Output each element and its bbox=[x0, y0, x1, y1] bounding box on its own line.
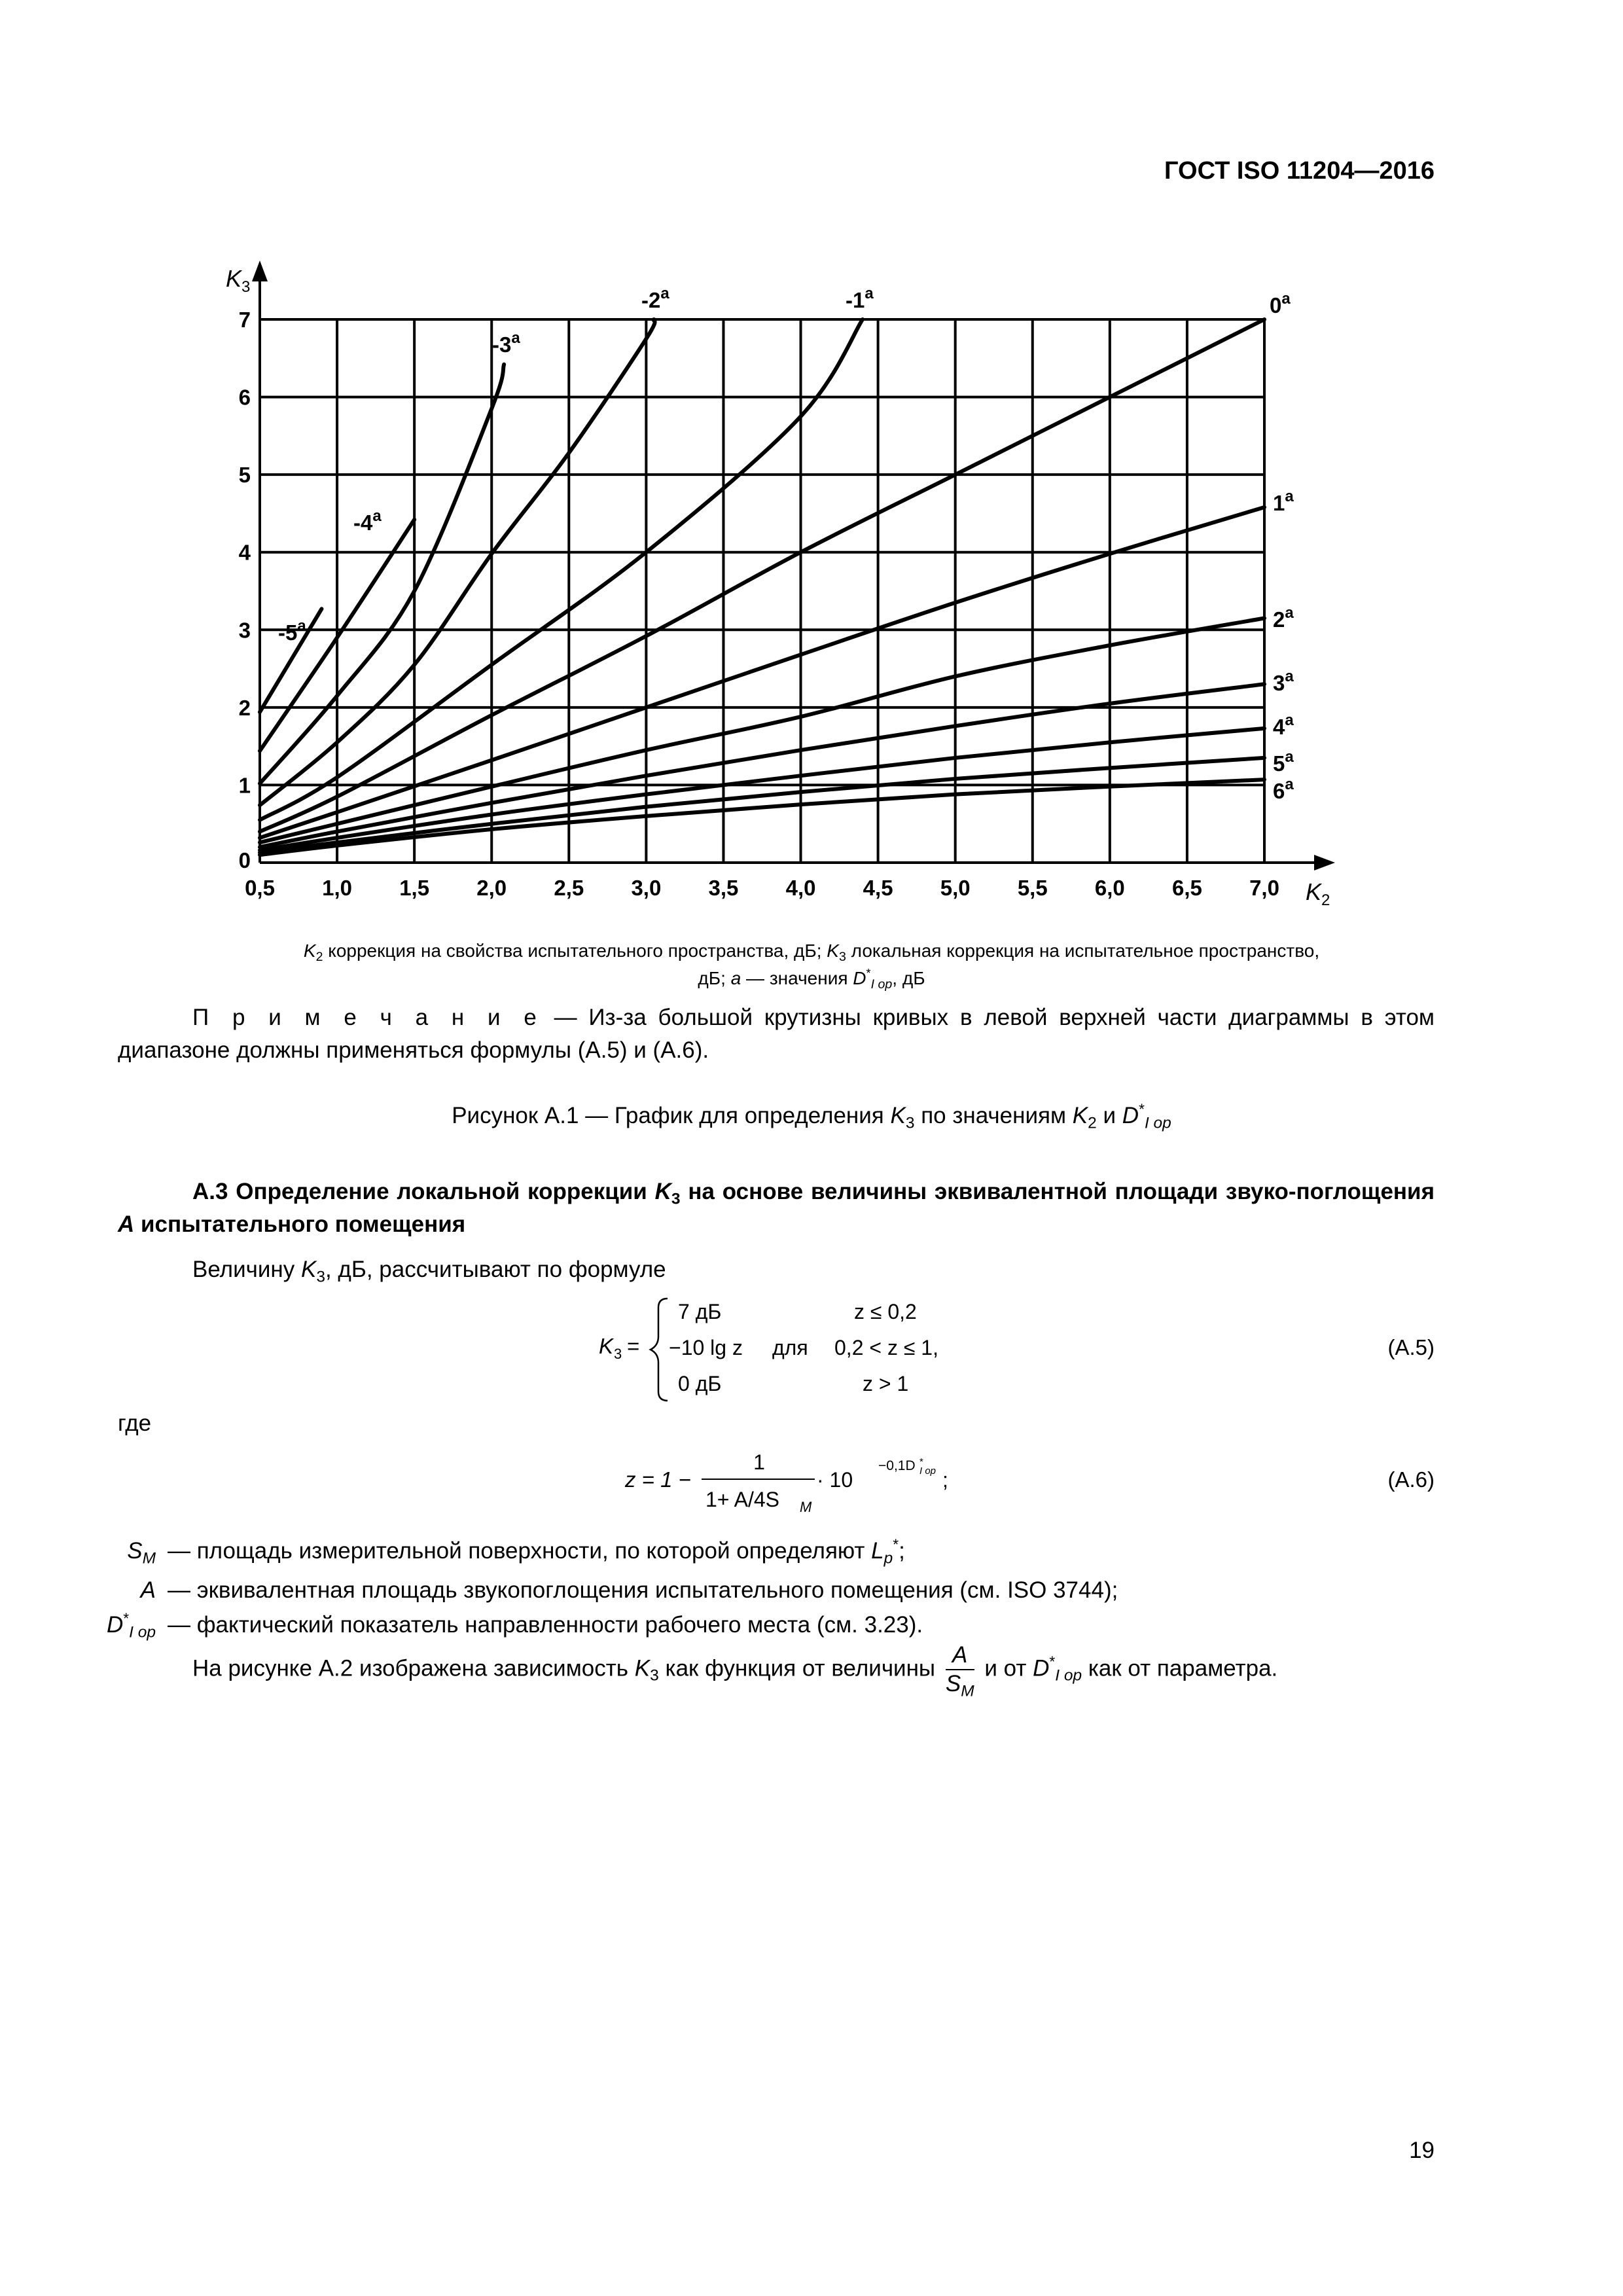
svg-text:1+ A/4S: 1+ A/4S bbox=[705, 1488, 779, 1511]
x-tick-label: 2,0 bbox=[476, 876, 507, 900]
x-tick-label: 4,0 bbox=[785, 876, 816, 900]
eq-a5-row2-value: −10 lg z bbox=[669, 1336, 743, 1359]
x-axis-arrow bbox=[1314, 855, 1335, 870]
chart-curves bbox=[260, 319, 1264, 855]
svg-text:=: = bbox=[627, 1334, 640, 1358]
y-tick-label: 4 bbox=[238, 540, 251, 565]
y-tick-label: 3 bbox=[238, 618, 251, 643]
eq-a5-for: для bbox=[772, 1336, 808, 1359]
svg-text:K: K bbox=[599, 1334, 614, 1358]
eq-a5-row3-value: 0 дБ bbox=[678, 1372, 722, 1395]
curve-label: 5$^a$ bbox=[1273, 748, 1294, 776]
y-axis-arrow bbox=[252, 260, 268, 281]
svg-text:;: ; bbox=[942, 1468, 948, 1492]
legend-k3: локальная коррекция на испытательное пространство, bbox=[851, 941, 1320, 961]
x-tick-label: 6,0 bbox=[1094, 876, 1125, 900]
curve-label: 2$^a$ bbox=[1273, 604, 1294, 632]
eq-a6-tag: (А.6) bbox=[1387, 1467, 1435, 1492]
curve-label: -1$^a$ bbox=[846, 285, 874, 312]
formula-intro: Величину $K_3$, дБ, рассчитывают по формуле bbox=[192, 1257, 666, 1286]
curve-label: -3$^a$ bbox=[492, 329, 520, 357]
section-heading: А.3 Определение локальной коррекции $K_3$ на основе величины эквивалентной площади звуко-поглощения А испытательного помещения bbox=[118, 1179, 1435, 1237]
y-tick-label: 1 bbox=[238, 773, 251, 798]
svg-text:*: * bbox=[919, 1456, 923, 1467]
svg-text:−0,1D: −0,1D bbox=[878, 1458, 916, 1473]
x-tick-label: 5,0 bbox=[940, 876, 971, 900]
x-tick-label: 2,5 bbox=[554, 876, 584, 900]
x-tick-label: 5,5 bbox=[1017, 876, 1048, 900]
x-tick-label: 7,0 bbox=[1249, 876, 1279, 900]
legend-k2: коррекция на свойства испытательного пространства, дБ; bbox=[328, 941, 822, 961]
eq-a5-tag: (А.5) bbox=[1387, 1335, 1435, 1359]
curve-label: -2$^a$ bbox=[641, 285, 669, 312]
x-tick-label: 3,5 bbox=[708, 876, 739, 900]
page-number: 19 bbox=[1409, 2138, 1435, 2163]
y-tick-label: 5 bbox=[238, 463, 251, 488]
y-tick-label: 6 bbox=[238, 385, 251, 410]
x-tick-label: 0,5 bbox=[245, 876, 275, 900]
y-axis-label: $K_3$ bbox=[226, 265, 251, 296]
svg-text:· 10: · 10 bbox=[817, 1468, 853, 1492]
figure-note: П р и м е ч а н и е — Из-за большой крутизны кривых в левой верхней части диаграммы в этом диапазоне должны применяться формулы (А.5) и (А.6). bbox=[118, 1005, 1435, 1063]
y-tick-label: 0 bbox=[238, 848, 251, 872]
k3-k2-chart bbox=[0, 0, 1623, 929]
curve-label: 6$^a$ bbox=[1273, 776, 1294, 803]
svg-text:3: 3 bbox=[614, 1346, 622, 1362]
x-tick-label: 3,0 bbox=[631, 876, 662, 900]
curve--1 bbox=[260, 319, 863, 820]
eq-a5-row2-cond: 0,2 < z ≤ 1, bbox=[834, 1336, 938, 1359]
svg-text:1: 1 bbox=[753, 1450, 765, 1474]
figure-title: Рисунок А.1 — График для определения $K_3$ по значениям $K_2$ и $D^*_{I op}$ bbox=[452, 1100, 1171, 1132]
svg-text:I op: I op bbox=[919, 1465, 936, 1477]
x-tick-label: 6,5 bbox=[1171, 876, 1202, 900]
x-tick-label: 1,5 bbox=[399, 876, 430, 900]
x-tick-label: 1,0 bbox=[322, 876, 353, 900]
curve-label: -4$^a$ bbox=[353, 507, 382, 535]
eq-a5-row1-cond: z ≤ 0,2 bbox=[854, 1300, 917, 1323]
eq-a6-lhs: z = 1 − bbox=[625, 1467, 691, 1492]
curve-label: -5$^a$ bbox=[278, 617, 306, 645]
figure-a2-reference: На рисунке А.2 изображена зависимость $K_3$ как функция от величины $\frac{A}{S_M}$ и от $D^*_{I op}$ как от параметра. bbox=[192, 1642, 1278, 1700]
document-header: ГОСТ ISO 11204—2016 bbox=[1164, 157, 1435, 185]
figure-legend: $K_2$ коррекция на свойства испытательного пространства, дБ; $K_3$ локальная коррекция на испытательное пространство, дБ; a — значения $D^*_{I op}$, дБ bbox=[303, 941, 1320, 992]
curve-label: 4$^a$ bbox=[1273, 711, 1294, 739]
curve-label: 3$^a$ bbox=[1273, 668, 1294, 695]
y-tick-label: 2 bbox=[238, 695, 251, 720]
x-tick-label: 4,5 bbox=[863, 876, 893, 900]
y-tick-label: 7 bbox=[238, 308, 251, 332]
x-axis-label: $K_2$ bbox=[1306, 878, 1330, 909]
eq-a5-row3-cond: z > 1 bbox=[863, 1372, 909, 1395]
svg-text:M: M bbox=[800, 1499, 812, 1515]
where-label: где bbox=[118, 1410, 152, 1436]
curve-label: 0$^a$ bbox=[1270, 290, 1291, 317]
curve--3 bbox=[260, 365, 504, 783]
eq-a5-row1-value: 7 дБ bbox=[678, 1300, 722, 1323]
curve-label: 1$^a$ bbox=[1273, 488, 1294, 515]
